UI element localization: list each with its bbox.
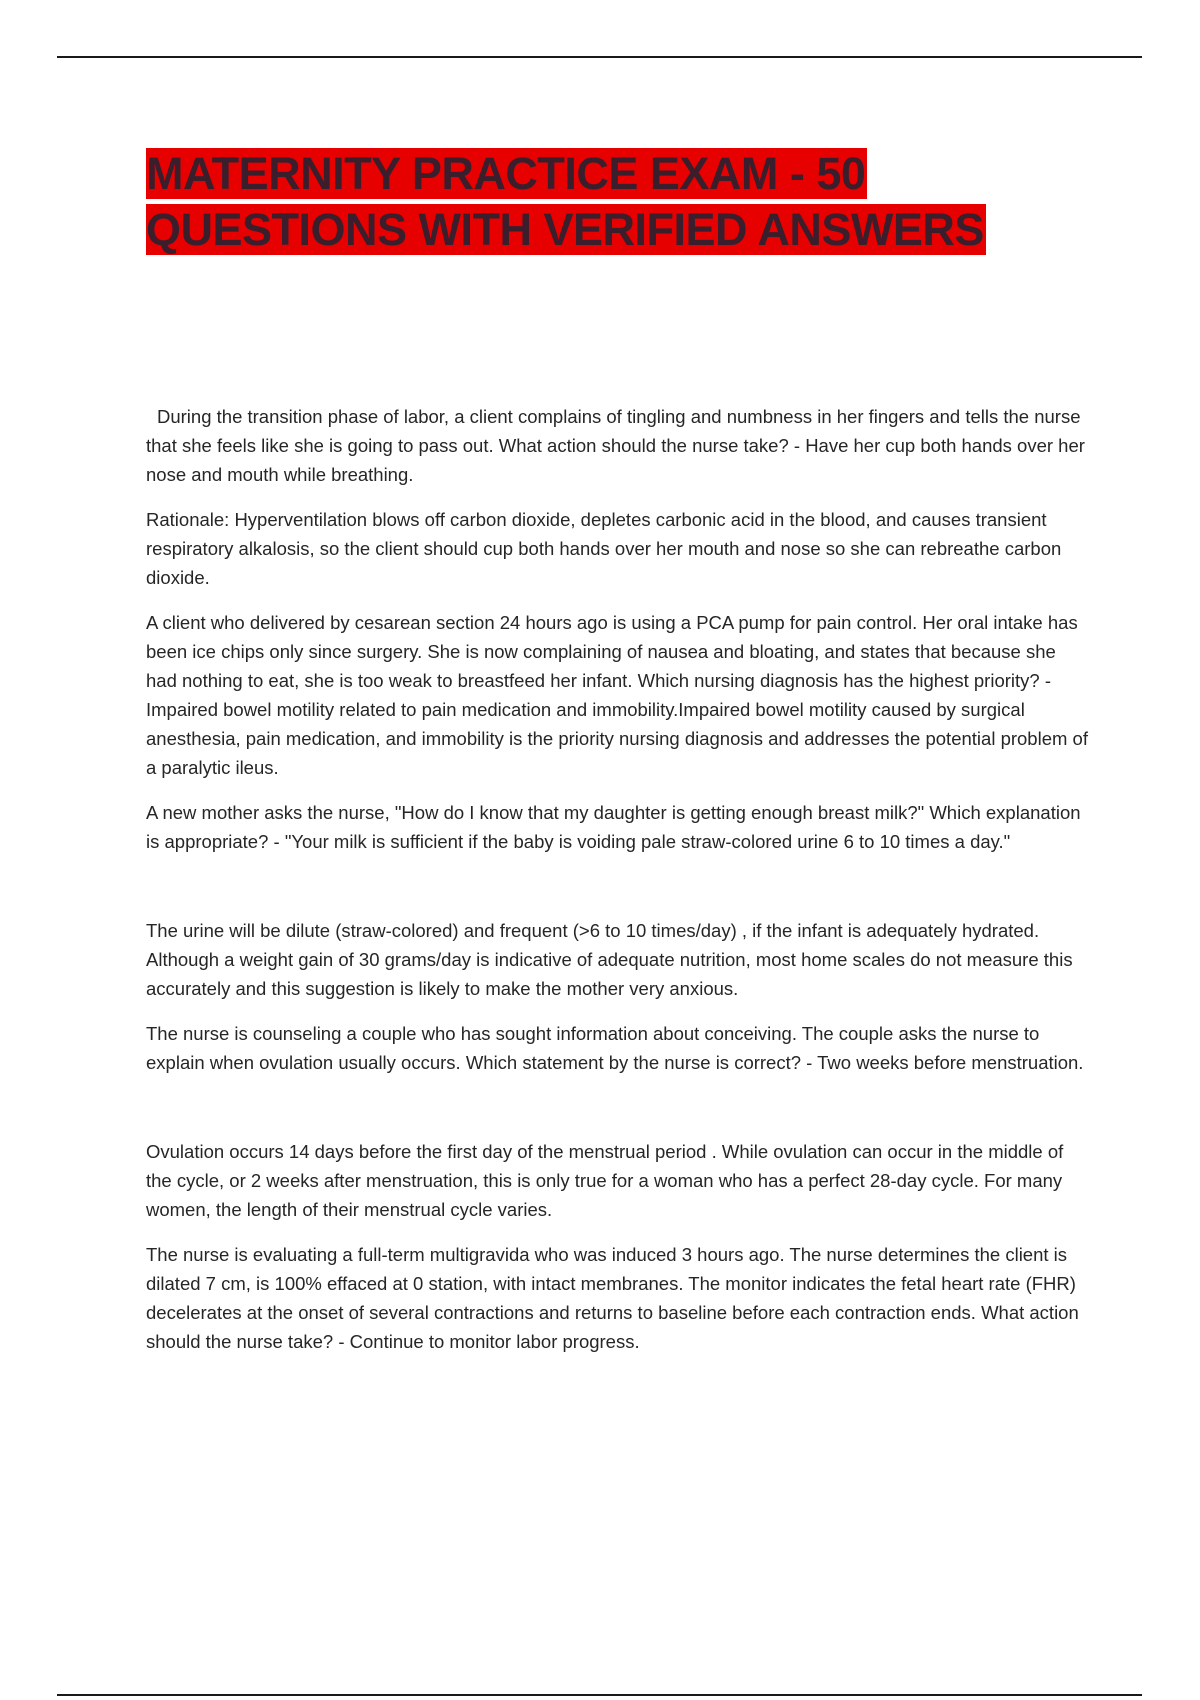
bottom-rule (57, 1694, 1142, 1696)
question-paragraph: The nurse is counseling a couple who has sought information about conceiving. The couple asks the nurse to explain when ovulation usually occurs. Which statement by the nurse is correct? - Two weeks before menstruation. (146, 1023, 1084, 1073)
question-paragraph: During the transition phase of labor, a client complains of tingling and numbness in her fingers and tells the nurse that she feels like she is going to pass out. What action should the nurse take? - Have her cup both hands over her nose and mouth while breathing. (146, 406, 1085, 485)
question-paragraph: A client who delivered by cesarean section 24 hours ago is using a PCA pump for pain control. Her oral intake has been ice chips only since surgery. She is now complaining of nausea and bloating, and states that because she had nothing to eat, she is too weak to breastfeed her infant. Which nursing diagnosis has the highest priority? - Impaired bowel motility related to pain medication and immobility.Impaired bowel motility caused by surgical anesthesia, pain medication, and immobility is the priority nursing diagnosis and addresses the potential problem of a paralytic ileus. (146, 612, 1088, 778)
document-title (146, 146, 1146, 258)
rationale-paragraph: The urine will be dilute (straw-colored) and frequent (>6 to 10 times/day) , if the infant is adequately hydrated. Although a weight gain of 30 grams/day is indicative of adequate nutrition, most home scales do not measure this accurately and this suggestion is likely to make the mother very anxious. (146, 920, 1073, 999)
document-body (146, 402, 1091, 1372)
title-line-1: MATERNITY PRACTICE EXAM - 50 (146, 148, 866, 199)
rationale-paragraph: Rationale: Hyperventilation blows off carbon dioxide, depletes carbonic acid in the blood, and causes transient respiratory alkalosis, so the client should cup both hands over her mouth and nose so she can rebreathe carbon dioxide. (146, 509, 1062, 588)
title-line-2: QUESTIONS WITH VERIFIED ANSWERS (146, 204, 984, 255)
question-paragraph: A new mother asks the nurse, "How do I know that my daughter is getting enough breast milk?" Which explanation is appropriate? - "Your milk is sufficient if the baby is voiding pale straw-colored urine 6 to 10 times a day." (146, 802, 1081, 852)
top-rule (57, 56, 1142, 58)
rationale-paragraph: Ovulation occurs 14 days before the first day of the menstrual period . While ovulation can occur in the middle of the cycle, or 2 weeks after menstruation, this is only true for a woman who has a perfect 28-day cycle. For many women, the length of their menstrual cycle varies. (146, 1141, 1064, 1220)
question-paragraph: The nurse is evaluating a full-term multigravida who was induced 3 hours ago. The nurse determines the client is dilated 7 cm, is 100% effaced at 0 station, with intact membranes. The monitor indicates the fetal heart rate (FHR) decelerates at the onset of several contractions and returns to baseline before each contraction ends. What action should the nurse take? - Continue to monitor labor progress. (146, 1244, 1079, 1352)
